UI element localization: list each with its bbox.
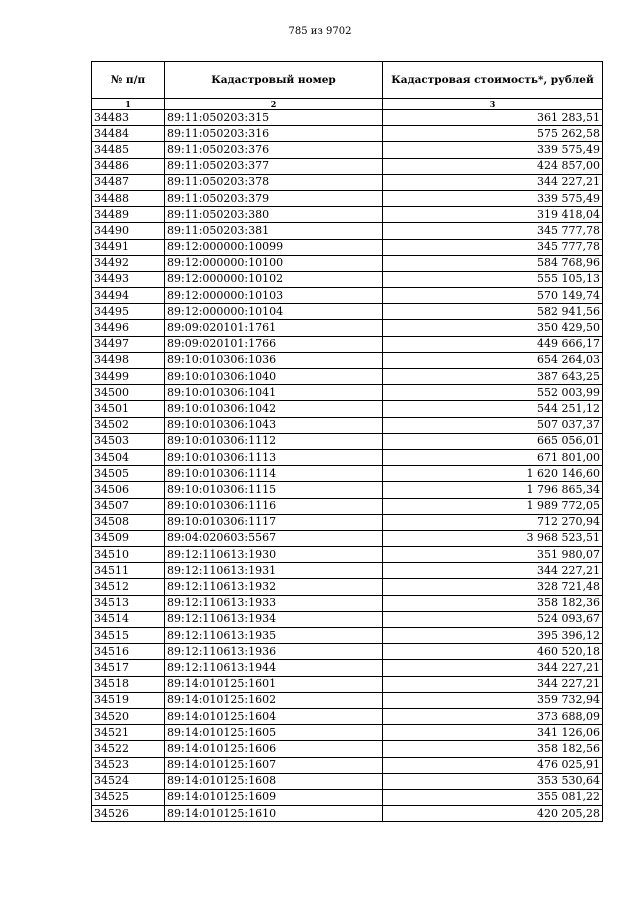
cadastral-value-cell: 665 056,01 (383, 433, 603, 449)
cadastral-value-cell: 476 025,91 (383, 757, 603, 773)
column-number-1: 1 (92, 99, 165, 110)
table-row (92, 304, 603, 320)
row-number-cell: 34518 (92, 676, 165, 692)
cadastral-number-cell: 89:12:000000:10103 (165, 288, 383, 304)
row-number-cell: 34512 (92, 579, 165, 595)
cadastral-number-cell: 89:11:050203:316 (165, 126, 383, 142)
row-number-cell: 34491 (92, 239, 165, 255)
header-cadastral-number: Кадастровый номер (165, 62, 383, 99)
cadastral-number-cell: 89:14:010125:1610 (165, 806, 383, 822)
row-number-cell: 34517 (92, 660, 165, 676)
row-number-cell: 34508 (92, 514, 165, 530)
row-number-cell: 34500 (92, 385, 165, 401)
row-number-cell: 34485 (92, 142, 165, 158)
cadastral-number-cell: 89:12:110613:1944 (165, 660, 383, 676)
row-number-cell: 34496 (92, 320, 165, 336)
cadastral-value-cell: 524 093,67 (383, 611, 603, 627)
row-number-cell: 34498 (92, 352, 165, 368)
cadastral-number-cell: 89:12:110613:1935 (165, 628, 383, 644)
row-number-cell: 34484 (92, 126, 165, 142)
cadastral-number-cell: 89:10:010306:1036 (165, 352, 383, 368)
column-number-row (92, 99, 603, 110)
table-row (92, 190, 603, 206)
cadastral-value-cell: 555 105,13 (383, 271, 603, 287)
cadastral-value-cell: 1 989 772,05 (383, 498, 603, 514)
cadastral-number-cell: 89:11:050203:380 (165, 207, 383, 223)
table-row (92, 255, 603, 271)
cadastral-number-cell: 89:10:010306:1117 (165, 514, 383, 530)
cadastral-value-cell: 1 796 865,34 (383, 482, 603, 498)
table-row (92, 239, 603, 255)
row-number-cell: 34505 (92, 466, 165, 482)
cadastral-value-cell: 339 575,49 (383, 142, 603, 158)
table-body (92, 110, 603, 822)
cadastral-number-cell: 89:14:010125:1607 (165, 757, 383, 773)
cadastral-number-cell: 89:14:010125:1602 (165, 692, 383, 708)
table-row (92, 336, 603, 352)
cadastral-number-cell: 89:12:000000:10100 (165, 255, 383, 271)
row-number-cell: 34493 (92, 271, 165, 287)
row-number-cell: 34502 (92, 417, 165, 433)
cadastral-value-cell: 460 520,18 (383, 644, 603, 660)
cadastral-number-cell: 89:10:010306:1042 (165, 401, 383, 417)
table-row (92, 271, 603, 287)
table-row (92, 628, 603, 644)
cadastral-value-cell: 361 283,51 (383, 110, 603, 126)
row-number-cell: 34515 (92, 628, 165, 644)
cadastral-number-cell: 89:14:010125:1608 (165, 773, 383, 789)
cadastral-value-cell: 449 666,17 (383, 336, 603, 352)
row-number-cell: 34513 (92, 595, 165, 611)
table-row (92, 174, 603, 190)
cadastral-value-cell: 351 980,07 (383, 547, 603, 563)
table-row (92, 741, 603, 757)
cadastral-value-cell: 359 732,94 (383, 692, 603, 708)
header-cadastral-value: Кадастровая стоимость*, рублей (383, 62, 603, 99)
cadastral-number-cell: 89:12:000000:10099 (165, 239, 383, 255)
column-number-3: 3 (383, 99, 603, 110)
table-row (92, 207, 603, 223)
table-row (92, 288, 603, 304)
cadastral-value-table (91, 61, 603, 822)
cadastral-value-cell: 344 227,21 (383, 676, 603, 692)
cadastral-value-cell: 344 227,21 (383, 660, 603, 676)
cadastral-value-cell: 345 777,78 (383, 239, 603, 255)
row-number-cell: 34490 (92, 223, 165, 239)
table-row (92, 514, 603, 530)
cadastral-value-cell: 319 418,04 (383, 207, 603, 223)
table-row (92, 482, 603, 498)
cadastral-value-cell: 584 768,96 (383, 255, 603, 271)
cadastral-value-cell: 552 003,99 (383, 385, 603, 401)
row-number-cell: 34521 (92, 725, 165, 741)
row-number-cell: 34504 (92, 449, 165, 465)
cadastral-number-cell: 89:09:020101:1766 (165, 336, 383, 352)
table-row (92, 676, 603, 692)
cadastral-number-cell: 89:11:050203:377 (165, 158, 383, 174)
row-number-cell: 34483 (92, 110, 165, 126)
table-row (92, 692, 603, 708)
cadastral-value-cell: 350 429,50 (383, 320, 603, 336)
cadastral-number-cell: 89:11:050203:315 (165, 110, 383, 126)
cadastral-number-cell: 89:10:010306:1114 (165, 466, 383, 482)
table-row (92, 385, 603, 401)
row-number-cell: 34524 (92, 773, 165, 789)
row-number-cell: 34503 (92, 433, 165, 449)
row-number-cell: 34519 (92, 692, 165, 708)
row-number-cell: 34494 (92, 288, 165, 304)
row-number-cell: 34520 (92, 708, 165, 724)
row-number-cell: 34486 (92, 158, 165, 174)
row-number-cell: 34495 (92, 304, 165, 320)
cadastral-value-cell: 420 205,28 (383, 806, 603, 822)
table-row (92, 142, 603, 158)
cadastral-value-cell: 373 688,09 (383, 708, 603, 724)
cadastral-number-cell: 89:12:110613:1930 (165, 547, 383, 563)
row-number-cell: 34509 (92, 530, 165, 546)
cadastral-value-cell: 345 777,78 (383, 223, 603, 239)
row-number-cell: 34514 (92, 611, 165, 627)
cadastral-number-cell: 89:12:110613:1936 (165, 644, 383, 660)
cadastral-number-cell: 89:04:020603:5567 (165, 530, 383, 546)
row-number-cell: 34516 (92, 644, 165, 660)
cadastral-value-cell: 582 941,56 (383, 304, 603, 320)
table-row (92, 498, 603, 514)
cadastral-number-cell: 89:12:000000:10102 (165, 271, 383, 287)
cadastral-number-cell: 89:14:010125:1605 (165, 725, 383, 741)
cadastral-value-cell: 328 721,48 (383, 579, 603, 595)
table-row (92, 110, 603, 126)
table-row (92, 725, 603, 741)
row-number-cell: 34510 (92, 547, 165, 563)
cadastral-number-cell: 89:12:110613:1933 (165, 595, 383, 611)
cadastral-value-cell: 570 149,74 (383, 288, 603, 304)
row-number-cell: 34511 (92, 563, 165, 579)
cadastral-value-cell: 358 182,36 (383, 595, 603, 611)
cadastral-value-cell: 358 182,56 (383, 741, 603, 757)
cadastral-value-cell: 671 801,00 (383, 449, 603, 465)
table-row (92, 644, 603, 660)
table-row (92, 223, 603, 239)
row-number-cell: 34522 (92, 741, 165, 757)
row-number-cell: 34501 (92, 401, 165, 417)
cadastral-value-cell: 712 270,94 (383, 514, 603, 530)
cadastral-value-cell: 387 643,25 (383, 369, 603, 385)
cadastral-number-cell: 89:10:010306:1116 (165, 498, 383, 514)
cadastral-number-cell: 89:14:010125:1604 (165, 708, 383, 724)
table-row (92, 158, 603, 174)
cadastral-value-cell: 424 857,00 (383, 158, 603, 174)
page-number: 785 из 9702 (288, 26, 352, 37)
cadastral-number-cell: 89:12:110613:1932 (165, 579, 383, 595)
cadastral-value-cell: 507 037,37 (383, 417, 603, 433)
table-row (92, 320, 603, 336)
cadastral-number-cell: 89:10:010306:1113 (165, 449, 383, 465)
row-number-cell: 34523 (92, 757, 165, 773)
table-row (92, 530, 603, 546)
cadastral-value-cell: 339 575,49 (383, 190, 603, 206)
table-row (92, 433, 603, 449)
table-row (92, 352, 603, 368)
table-row (92, 806, 603, 822)
cadastral-value-cell: 1 620 146,60 (383, 466, 603, 482)
cadastral-value-cell: 3 968 523,51 (383, 530, 603, 546)
cadastral-value-cell: 575 262,58 (383, 126, 603, 142)
table-row (92, 401, 603, 417)
cadastral-number-cell: 89:11:050203:379 (165, 190, 383, 206)
row-number-cell: 34492 (92, 255, 165, 271)
table-row (92, 449, 603, 465)
cadastral-number-cell: 89:10:010306:1041 (165, 385, 383, 401)
cadastral-number-cell: 89:12:110613:1931 (165, 563, 383, 579)
table-row (92, 466, 603, 482)
cadastral-number-cell: 89:12:110613:1934 (165, 611, 383, 627)
cadastral-number-cell: 89:10:010306:1043 (165, 417, 383, 433)
table-row (92, 579, 603, 595)
cadastral-value-cell: 341 126,06 (383, 725, 603, 741)
column-number-2: 2 (165, 99, 383, 110)
table-row (92, 611, 603, 627)
table-header-row (92, 62, 603, 99)
cadastral-value-cell: 544 251,12 (383, 401, 603, 417)
table-row (92, 547, 603, 563)
row-number-cell: 34497 (92, 336, 165, 352)
cadastral-number-cell: 89:10:010306:1115 (165, 482, 383, 498)
cadastral-number-cell: 89:14:010125:1606 (165, 741, 383, 757)
row-number-cell: 34487 (92, 174, 165, 190)
cadastral-number-cell: 89:11:050203:376 (165, 142, 383, 158)
cadastral-number-cell: 89:11:050203:378 (165, 174, 383, 190)
row-number-cell: 34507 (92, 498, 165, 514)
table-row (92, 126, 603, 142)
cadastral-value-cell: 344 227,21 (383, 174, 603, 190)
cadastral-value-cell: 344 227,21 (383, 563, 603, 579)
cadastral-value-cell: 355 081,22 (383, 789, 603, 805)
cadastral-number-cell: 89:14:010125:1609 (165, 789, 383, 805)
cadastral-number-cell: 89:10:010306:1112 (165, 433, 383, 449)
cadastral-value-cell: 395 396,12 (383, 628, 603, 644)
cadastral-number-cell: 89:12:000000:10104 (165, 304, 383, 320)
row-number-cell: 34488 (92, 190, 165, 206)
row-number-cell: 34489 (92, 207, 165, 223)
table-row (92, 595, 603, 611)
cadastral-value-cell: 353 530,64 (383, 773, 603, 789)
cadastral-number-cell: 89:14:010125:1601 (165, 676, 383, 692)
row-number-cell: 34506 (92, 482, 165, 498)
table-row (92, 563, 603, 579)
cadastral-value-cell: 654 264,03 (383, 352, 603, 368)
table-row (92, 369, 603, 385)
row-number-cell: 34525 (92, 789, 165, 805)
cadastral-number-cell: 89:10:010306:1040 (165, 369, 383, 385)
table-row (92, 708, 603, 724)
table-row (92, 757, 603, 773)
cadastral-number-cell: 89:09:020101:1761 (165, 320, 383, 336)
cadastral-number-cell: 89:11:050203:381 (165, 223, 383, 239)
table-row (92, 417, 603, 433)
table-row (92, 773, 603, 789)
table-row (92, 789, 603, 805)
row-number-cell: 34526 (92, 806, 165, 822)
table-row (92, 660, 603, 676)
row-number-cell: 34499 (92, 369, 165, 385)
header-row-number: № п/п (92, 62, 165, 99)
